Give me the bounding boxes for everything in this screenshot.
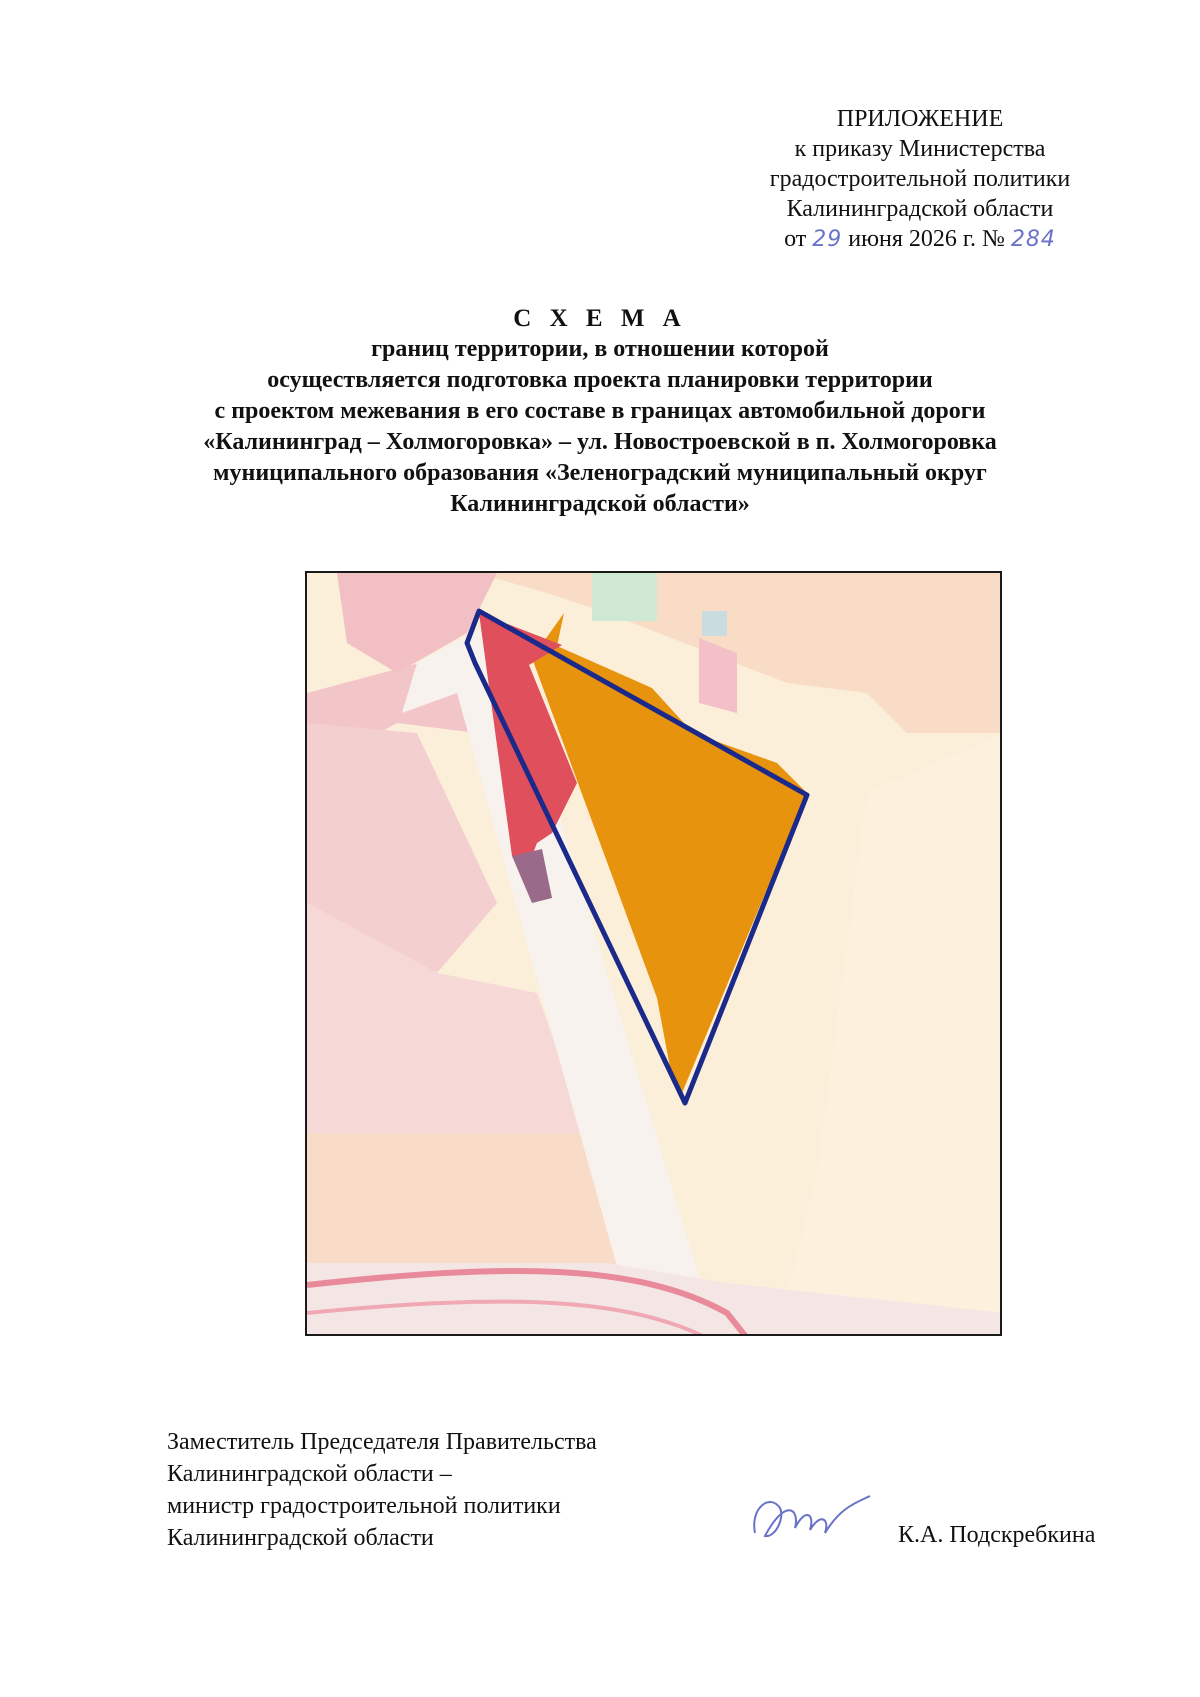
- title-line: осуществляется подготовка проекта планировки территории: [267, 367, 933, 393]
- position-line: Калининградской области: [167, 1525, 434, 1551]
- territory-map: [305, 571, 1002, 1336]
- title-line: с проектом межевания в его составе в границах автомобильной дороги: [214, 398, 986, 424]
- handwritten-signature: [745, 1488, 875, 1548]
- order-number: 284: [1010, 227, 1056, 252]
- map-svg: [307, 573, 1002, 1336]
- title-line: Калининградской области»: [450, 491, 750, 517]
- title-heading: С Х Е М А: [513, 305, 687, 332]
- appendix-line: градостроительной политики: [769, 166, 1071, 192]
- green-zone: [592, 573, 657, 621]
- date-day: 29: [812, 227, 843, 252]
- signatory-name: К.А. Подскребкина: [898, 1522, 1096, 1548]
- signatory-position: [167, 1426, 597, 1554]
- title-line: муниципального образования «Зеленоградский муниципальный округ: [213, 460, 987, 486]
- appendix-title: ПРИЛОЖЕНИЕ: [836, 106, 1004, 132]
- title-line: «Калининград – Холмогоровка» – ул. Новостроевской в п. Холмогоровка: [203, 429, 997, 455]
- blue-zone: [702, 611, 727, 636]
- position-line: Заместитель Председателя Правительства: [167, 1429, 597, 1455]
- appendix-line: Калининградской области: [786, 196, 1054, 222]
- document-title: [100, 303, 1100, 520]
- position-line: Калининградской области –: [167, 1461, 452, 1487]
- date-rest: июня 2026 г. №: [848, 226, 1005, 252]
- date-prefix: от: [784, 226, 807, 252]
- appendix-date: [740, 224, 1100, 255]
- title-line: границ территории, в отношении которой: [371, 336, 829, 362]
- appendix-line: к приказу Министерства: [794, 136, 1046, 162]
- position-line: министр градостроительной политики: [167, 1493, 561, 1519]
- appendix-header: [740, 104, 1100, 255]
